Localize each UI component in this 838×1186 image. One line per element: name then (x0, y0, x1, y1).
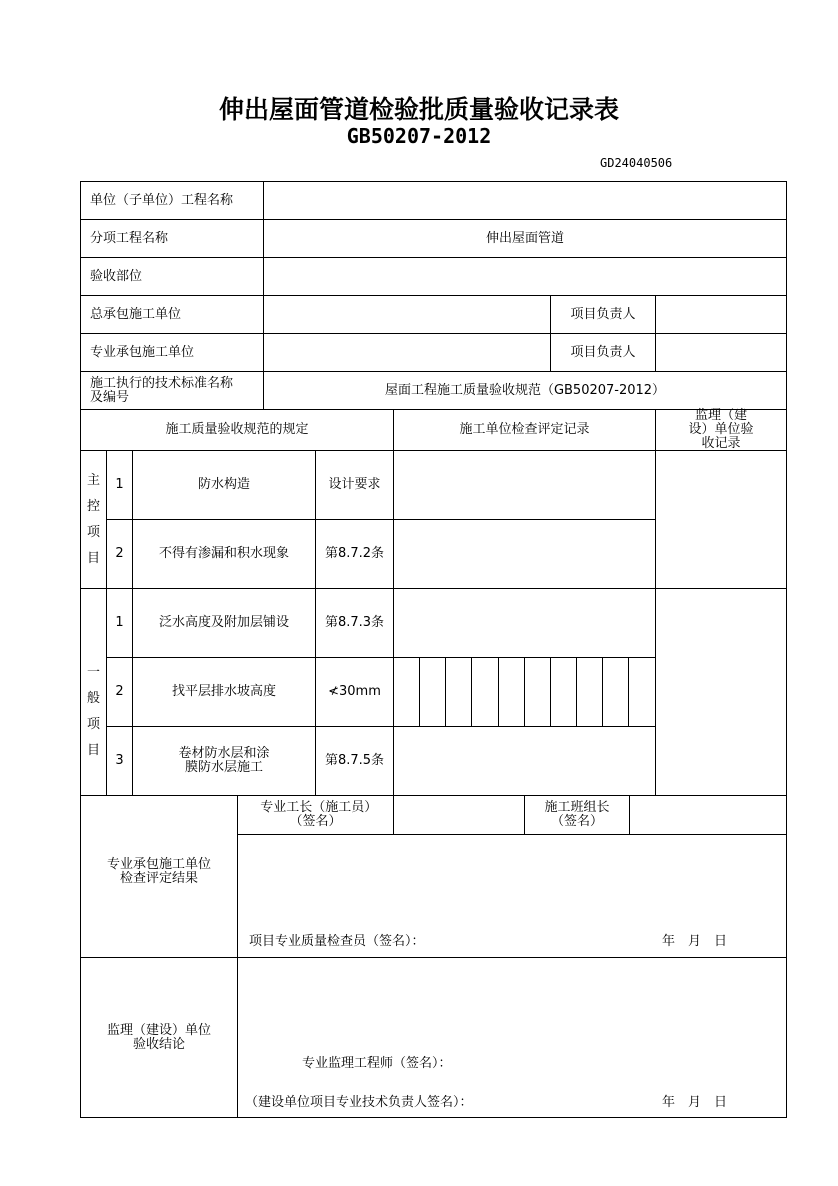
record-header: 施工单位检查评定记录 (393, 409, 656, 451)
measure-cell[interactable] (419, 657, 446, 727)
main-control-label (80, 450, 107, 589)
general-label (80, 588, 107, 796)
location-field[interactable] (263, 257, 787, 296)
item-no: 1 (106, 450, 133, 520)
item-requirement: 第8.7.5条 (315, 726, 394, 796)
item-requirement: 设计要求 (315, 450, 394, 520)
measure-cell[interactable] (550, 657, 577, 727)
record-cell[interactable] (393, 588, 656, 658)
standard-code: GB50207-2012 (346, 124, 492, 148)
supervisor-cell-general[interactable] (655, 588, 787, 796)
supervisor-cell-main[interactable] (655, 450, 787, 589)
special-contractor-field[interactable] (263, 333, 551, 372)
item-requirement: ≮30mm (315, 657, 394, 727)
foreman-signature[interactable] (393, 795, 525, 835)
supervision-date: 年 月 日 (662, 1095, 728, 1110)
label-char: 主 (86, 472, 100, 488)
manager-label-2: 项目负责人 (550, 333, 656, 372)
record-cell[interactable] (393, 450, 656, 520)
team-leader-label: 施工班组长（签名） (524, 795, 630, 835)
measure-cell[interactable] (498, 657, 525, 727)
supervision-label: 监理（建设）单位验收结论 (80, 957, 238, 1118)
label-char: 控 (86, 498, 100, 514)
general-contractor-label: 总承包施工单位 (80, 295, 264, 334)
spec-header: 施工质量验收规范的规定 (80, 409, 394, 451)
label-char: 般 (86, 691, 100, 706)
record-cell[interactable] (393, 519, 656, 589)
item-requirement: 第8.7.3条 (315, 588, 394, 658)
record-cell[interactable] (393, 726, 656, 796)
measure-cell[interactable] (602, 657, 629, 727)
sub-item-label: 分项工程名称 (80, 219, 264, 258)
manager-label-1: 项目负责人 (550, 295, 656, 334)
item-name: 不得有渗漏和积水现象 (132, 519, 316, 589)
team-leader-signature[interactable] (629, 795, 787, 835)
label-char: 目 (86, 550, 100, 566)
sub-item-field[interactable]: 伸出屋面管道 (263, 219, 787, 258)
unit-name-label: 单位（子单位）工程名称 (80, 181, 264, 220)
measure-cell[interactable] (471, 657, 499, 727)
item-no: 3 (106, 726, 133, 796)
label-char: 项 (86, 717, 100, 732)
item-no: 2 (106, 519, 133, 589)
engineer-signature-label: 专业监理工程师（签名）： (302, 1056, 452, 1071)
label-char: 目 (86, 743, 100, 758)
owner-signature-label: （建设单位项目专业技术负责人签名）： (245, 1095, 473, 1110)
supervisor-header: 监理（建设）单位验收记录 (655, 409, 787, 451)
measure-cell[interactable] (628, 657, 656, 727)
inspector-signature-label: 项目专业质量检查员（签名）： (249, 934, 425, 949)
form-code: GD24040506 (600, 156, 673, 170)
item-name: 泛水高度及附加层铺设 (132, 588, 316, 658)
location-label: 验收部位 (80, 257, 264, 296)
general-contractor-field[interactable] (263, 295, 551, 334)
item-name: 卷材防水层和涂膜防水层施工 (132, 726, 316, 796)
manager-field-1[interactable] (655, 295, 787, 334)
standard-label: 施工执行的技术标准名称及编号 (80, 371, 264, 410)
measure-cell[interactable] (576, 657, 603, 727)
label-char: 一 (86, 665, 100, 680)
measure-cell[interactable] (524, 657, 551, 727)
unit-name-field[interactable] (263, 181, 787, 220)
measure-cell[interactable] (445, 657, 472, 727)
item-no: 1 (106, 588, 133, 658)
contractor-result-label: 专业承包施工单位检查评定结果 (80, 795, 238, 958)
foreman-label: 专业工长（施工员）（签名） (237, 795, 394, 835)
item-no: 2 (106, 657, 133, 727)
contractor-date: 年 月 日 (662, 934, 728, 949)
form-title: 伸出屋面管道检验批质量验收记录表 (218, 95, 619, 124)
measure-cell[interactable] (393, 657, 420, 727)
item-requirement: 第8.7.2条 (315, 519, 394, 589)
label-char: 项 (86, 524, 100, 540)
item-name: 找平层排水坡高度 (132, 657, 316, 727)
item-name: 防水构造 (132, 450, 316, 520)
manager-field-2[interactable] (655, 333, 787, 372)
standard-value: 屋面工程施工质量验收规范（GB50207-2012） (263, 371, 787, 410)
special-contractor-label: 专业承包施工单位 (80, 333, 264, 372)
